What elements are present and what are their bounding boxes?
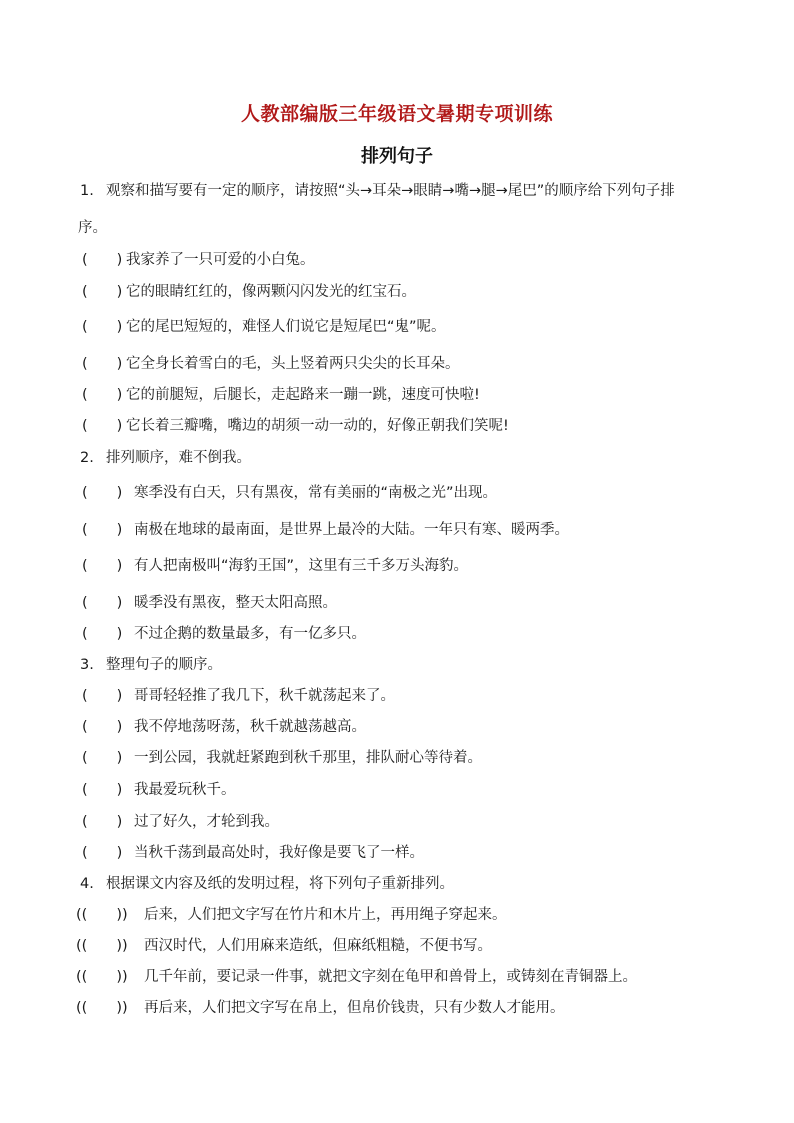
sentence-text: 它的前腿短，后腿长，走起路来一蹦一跳，速度可快啦! (126, 387, 480, 403)
sentence-text: 后来，人们把文字写在竹片和木片上，再用绳子穿起来。 (144, 907, 507, 923)
sentence-text: 一到公园，我就赶紧跑到秋千那里，排队耐心等待着。 (134, 750, 482, 766)
answer-blank[interactable]: ( ) (82, 418, 123, 434)
list-item (76, 936, 492, 956)
question-3 (80, 655, 222, 675)
list-item (82, 780, 236, 800)
sentence-text: 寒季没有白天，只有黑夜，常有美丽的“南极之光”出现。 (134, 485, 498, 501)
list-item (82, 483, 497, 503)
question-4 (80, 874, 454, 894)
sentence-text: 我最爱玩秋千。 (134, 782, 236, 798)
sentence-text: 它的眼睛红红的，像两颗闪闪发光的红宝石。 (126, 284, 416, 300)
sentence-text: 当秋千荡到最高处时，我好像是要飞了一样。 (134, 845, 424, 861)
answer-blank[interactable]: ( ) (82, 387, 123, 403)
list-item (82, 354, 460, 374)
sentence-text: 再后来，人们把文字写在帛上，但帛价钱贵，只有少数人才能用。 (144, 1000, 565, 1016)
question-number: 4. (80, 876, 94, 892)
list-item (82, 317, 446, 337)
answer-blank[interactable]: ( ) (82, 688, 123, 704)
list-item (82, 520, 569, 540)
sentence-text: 哥哥轻轻推了我几下，秋千就荡起来了。 (134, 688, 395, 704)
answer-blank[interactable]: ( ) (82, 485, 123, 501)
answer-blank[interactable]: ( ) (82, 284, 123, 300)
question-1-prompt-continued: 序。 (78, 220, 107, 236)
question-prompt: 排列顺序，难不倒我。 (106, 450, 251, 466)
sentence-text: 暖季没有黑夜，整天太阳高照。 (134, 595, 337, 611)
answer-blank[interactable]: ( ) (82, 319, 123, 335)
answer-blank[interactable]: (( )) (76, 907, 128, 923)
sentence-text: 过了好久，才轮到我。 (134, 814, 279, 830)
answer-blank[interactable]: ( ) (82, 750, 123, 766)
sentence-text: 它的尾巴短短的，难怪人们说它是短尾巴“鬼”呢。 (126, 319, 446, 335)
list-item (82, 686, 395, 706)
answer-blank[interactable]: ( ) (82, 845, 123, 861)
answer-blank[interactable]: ( ) (82, 719, 123, 735)
list-item (76, 967, 637, 987)
question-number: 3. (80, 657, 94, 673)
page-subtitle: 排列句子 (361, 146, 433, 167)
list-item (82, 385, 480, 405)
list-item (82, 593, 337, 613)
list-item (82, 717, 366, 737)
sentence-text: 几千年前，要记录一件事，就把文字刻在龟甲和兽骨上，或铸刻在青铜器上。 (144, 969, 637, 985)
question-number: 1. (80, 183, 94, 199)
sentence-text: 它长着三瓣嘴，嘴边的胡须一动一动的，好像正朝我们笑呢! (126, 418, 509, 434)
question-prompt: 根据课文内容及纸的发明过程，将下列句子重新排列。 (106, 876, 454, 892)
list-item (82, 748, 482, 768)
list-item (82, 624, 366, 644)
answer-blank[interactable]: ( ) (82, 252, 123, 268)
list-item (82, 556, 468, 576)
sentence-text: 南极在地球的最南面，是世界上最冷的大陆。一年只有寒、暖两季。 (134, 522, 569, 538)
answer-blank[interactable]: (( )) (76, 1000, 128, 1016)
answer-blank[interactable]: ( ) (82, 558, 123, 574)
list-item (82, 843, 424, 863)
list-item (76, 905, 507, 925)
list-item (82, 250, 315, 270)
question-2 (80, 448, 251, 468)
sentence-text: 有人把南极叫“海豹王国”，这里有三千多万头海豹。 (134, 558, 469, 574)
list-item (82, 812, 279, 832)
question-1 (80, 181, 675, 201)
answer-blank[interactable]: ( ) (82, 814, 123, 830)
question-number: 2. (80, 450, 94, 466)
page-title: 人教部编版三年级语文暑期专项训练 (240, 103, 553, 125)
answer-blank[interactable]: ( ) (82, 626, 123, 642)
sentence-text: 我不停地荡呀荡，秋千就越荡越高。 (134, 719, 366, 735)
list-item (76, 998, 565, 1018)
answer-blank[interactable]: ( ) (82, 595, 123, 611)
sentence-text: 它全身长着雪白的毛，头上竖着两只尖尖的长耳朵。 (126, 356, 460, 372)
question-prompt: 整理句子的顺序。 (106, 657, 222, 673)
answer-blank[interactable]: (( )) (76, 969, 128, 985)
answer-blank[interactable]: ( ) (82, 782, 123, 798)
sentence-text: 西汉时代，人们用麻来造纸，但麻纸粗糙，不便书写。 (144, 938, 492, 954)
sentence-text: 不过企鹅的数量最多，有一亿多只。 (134, 626, 366, 642)
question-prompt: 观察和描写要有一定的顺序，请按照“头→耳朵→眼睛→嘴→腿→尾巴”的顺序给下列句子排 (106, 183, 675, 199)
answer-blank[interactable]: ( ) (82, 522, 123, 538)
list-item (82, 282, 416, 302)
answer-blank[interactable]: ( ) (82, 356, 123, 372)
answer-blank[interactable]: (( )) (76, 938, 128, 954)
sentence-text: 我家养了一只可爱的小白兔。 (126, 252, 315, 268)
list-item (82, 416, 509, 436)
